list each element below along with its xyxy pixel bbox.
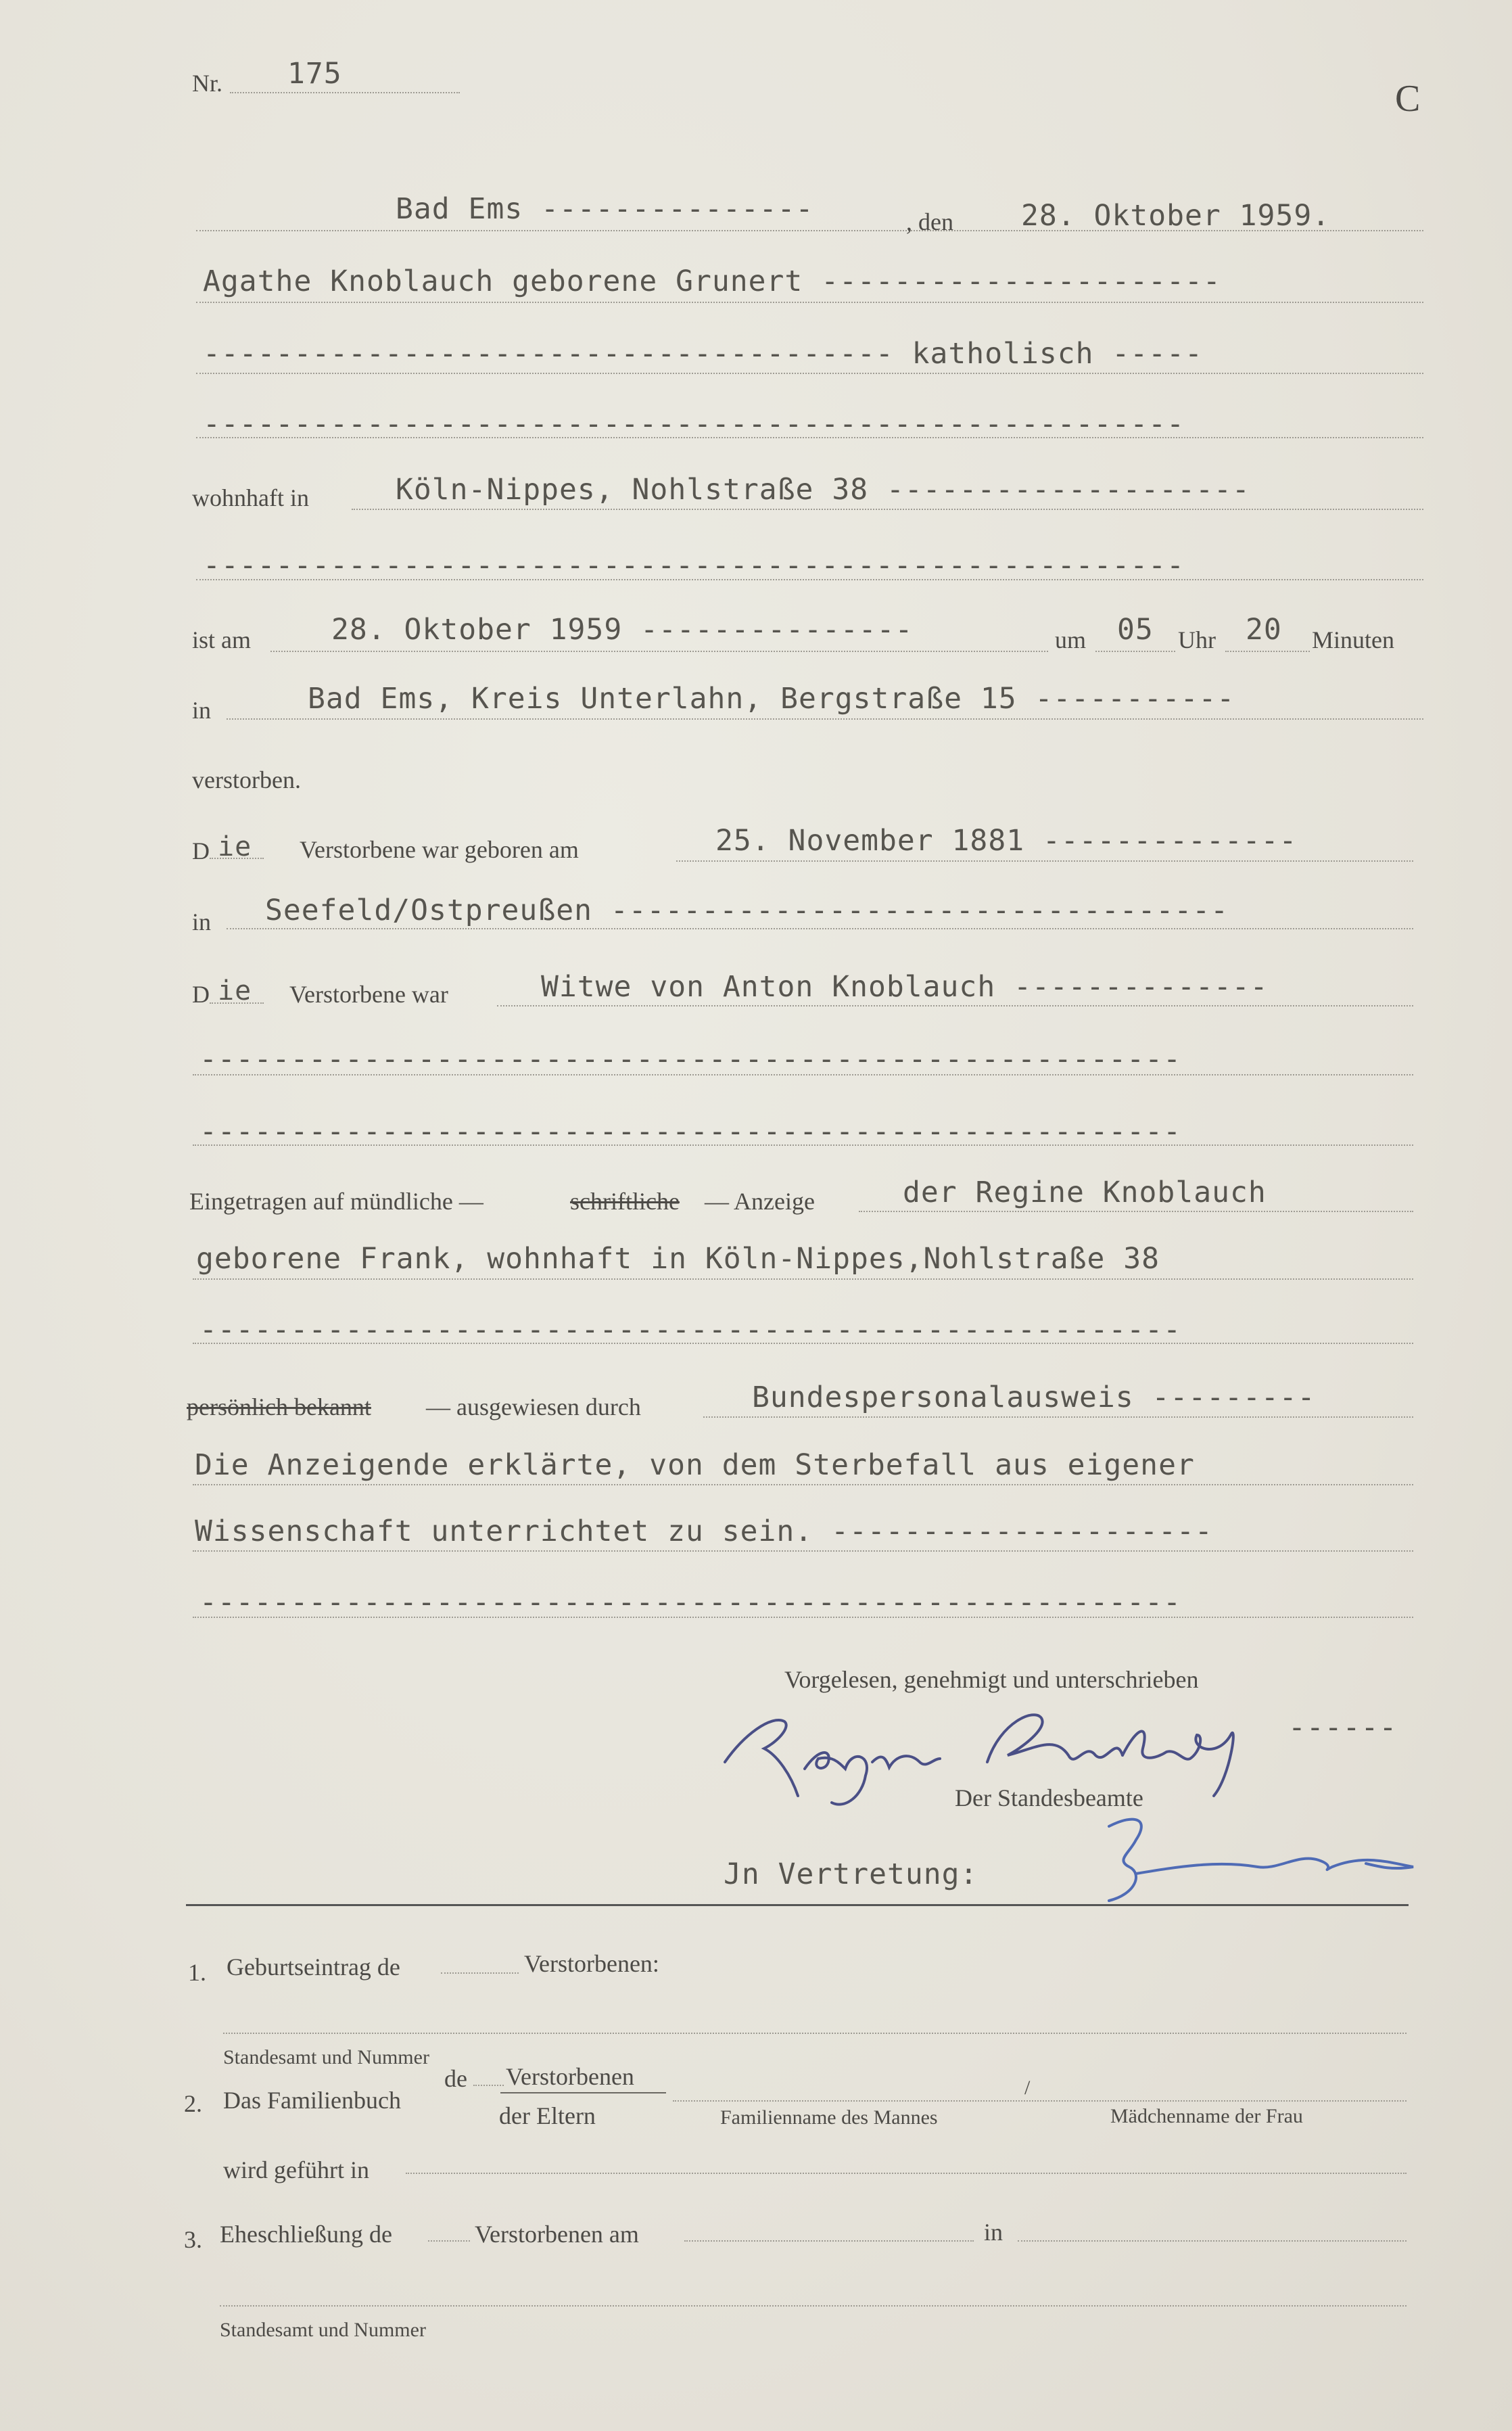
statement-2: Wissenschaft unterrichtet zu sein. --------------------- bbox=[195, 1514, 1213, 1548]
um-label: um bbox=[1055, 626, 1087, 653]
report-blank: ------------------------------------------------------ bbox=[199, 1313, 1181, 1347]
residence-label: wohnhaft in bbox=[192, 484, 309, 511]
signature-dashes: ------ bbox=[1288, 1711, 1398, 1744]
death-in-label: in bbox=[192, 697, 212, 724]
death-date: 28. Oktober 1959 --------------- bbox=[331, 613, 914, 647]
item2-label: Das Familienbuch bbox=[223, 2087, 401, 2114]
item3-deceased-label: Verstorbenen am bbox=[475, 2221, 639, 2248]
item1-label: Geburtseintrag de bbox=[227, 1953, 400, 1981]
item3-label: Eheschließung de bbox=[220, 2221, 392, 2248]
hour-line bbox=[1095, 651, 1175, 652]
statement-line-2 bbox=[193, 1550, 1413, 1552]
item2-number: 2. bbox=[184, 2090, 202, 2117]
nr-label: Nr. bbox=[192, 70, 222, 97]
death-place: Bad Ems, Kreis Unterlahn, Bergstraße 15 ----------- bbox=[308, 682, 1235, 716]
minute-line bbox=[1225, 651, 1310, 652]
statement-1: Die Anzeigende erklärte, von dem Sterbefall aus eigener bbox=[195, 1448, 1195, 1482]
birth-place-line bbox=[227, 928, 1413, 929]
marital-d-prefix: D bbox=[192, 981, 210, 1008]
marital-status: Witwe von Anton Knoblauch -------------- bbox=[541, 970, 1269, 1004]
nr-line bbox=[230, 92, 460, 93]
item3-date-line bbox=[684, 2240, 974, 2242]
marital-article-suffix: ie bbox=[218, 975, 252, 1006]
page-letter: C bbox=[1395, 78, 1421, 120]
item2-entry-line bbox=[673, 2100, 1407, 2102]
substitute-label: Jn Vertretung: bbox=[724, 1857, 978, 1891]
wife-maiden-name-label: Mädchenname der Frau bbox=[1110, 2105, 1303, 2127]
informant-details: geborene Frank, wohnhaft in Köln-Nippes,Nohlstraße 38 bbox=[196, 1242, 1160, 1276]
registrar-signature bbox=[1095, 1799, 1420, 1907]
item3-article-line bbox=[428, 2240, 470, 2242]
birth-date: 25. November 1881 -------------- bbox=[715, 824, 1298, 858]
birth-article-suffix: ie bbox=[218, 831, 252, 862]
item1-entry-line bbox=[223, 2033, 1407, 2034]
report-label-b: — Anzeige bbox=[705, 1188, 815, 1215]
husband-surname-label: Familienname des Mannes bbox=[720, 2106, 938, 2129]
read-approved-label: Vorgelesen, genehmigt und unterschrieben bbox=[784, 1666, 1199, 1693]
birth-in-label: in bbox=[192, 908, 212, 935]
item2-article-line bbox=[473, 2085, 504, 2086]
den-label: , den bbox=[906, 208, 953, 235]
deceased-name: Agathe Knoblauch geborene Grunert ---------------------- bbox=[203, 264, 1221, 298]
registration-place: Bad Ems --------------- bbox=[396, 192, 814, 226]
marital-blank-1: ------------------------------------------------------ bbox=[199, 1042, 1181, 1076]
residence-line bbox=[352, 509, 1423, 510]
birth-date-line bbox=[676, 860, 1413, 862]
birth-label: Verstorbene war geboren am bbox=[300, 836, 579, 863]
section-divider bbox=[186, 1904, 1409, 1906]
marital-blank-2: ------------------------------------------------------ bbox=[199, 1115, 1181, 1149]
identity-struck-label: persönlich bekannt bbox=[187, 1393, 371, 1420]
report-line-2 bbox=[193, 1278, 1413, 1280]
death-date-line bbox=[270, 651, 1048, 652]
item2-slash: / bbox=[1024, 2077, 1031, 2099]
item3-number: 3. bbox=[184, 2226, 202, 2253]
item2-option-rule bbox=[500, 2092, 666, 2093]
report-label-a: Eingetragen auf mündliche — bbox=[189, 1188, 483, 1215]
death-minute: 20 bbox=[1246, 613, 1282, 647]
birth-place: Seefeld/Ostpreußen ---------------------------------- bbox=[265, 894, 1229, 927]
blank-dashes-1: ------------------------------------------------------ bbox=[203, 407, 1185, 441]
statement-line-1 bbox=[193, 1484, 1413, 1485]
statement-blank: ------------------------------------------------------ bbox=[199, 1585, 1181, 1619]
register-number: 175 bbox=[287, 57, 342, 91]
item2-de: de bbox=[444, 2065, 467, 2092]
identity-document: Bundespersonalausweis --------- bbox=[752, 1381, 1316, 1414]
item1-suffix: Verstorbenen: bbox=[524, 1950, 659, 1977]
kept-in-line bbox=[406, 2173, 1407, 2174]
death-place-line bbox=[227, 718, 1423, 720]
report-label-struck: schriftliche bbox=[570, 1188, 680, 1215]
item1-number: 1. bbox=[188, 1959, 206, 1986]
item3-in-label: in bbox=[984, 2219, 1003, 2246]
identity-label: — ausgewiesen durch bbox=[426, 1393, 641, 1420]
marital-label: Verstorbene war bbox=[289, 981, 448, 1008]
minuten-label: Minuten bbox=[1312, 626, 1394, 653]
identity-line bbox=[703, 1416, 1413, 1418]
registrar-label: Der Standesbeamte bbox=[955, 1784, 1143, 1811]
item1-standesamt-label: Standesamt und Nummer bbox=[223, 2046, 429, 2068]
informant-name: der Regine Knoblauch bbox=[903, 1176, 1267, 1209]
religion-line bbox=[196, 373, 1423, 374]
kept-in-label: wird geführt in bbox=[223, 2156, 369, 2183]
uhr-label: Uhr bbox=[1178, 626, 1216, 653]
item3-standesamt-label: Standesamt und Nummer bbox=[220, 2319, 426, 2341]
verstorben-label: verstorben. bbox=[192, 766, 301, 793]
item2-option-parents: der Eltern bbox=[499, 2102, 596, 2129]
item2-option-deceased: Verstorbenen bbox=[506, 2063, 634, 2090]
registration-date: 28. Oktober 1959. bbox=[1021, 199, 1331, 233]
item3-place-line bbox=[1018, 2240, 1407, 2242]
item1-article-line bbox=[441, 1972, 519, 1974]
residence-value: Köln-Nippes, Nohlstraße 38 -------------------- bbox=[396, 473, 1250, 507]
marital-line bbox=[497, 1005, 1413, 1006]
birth-d-prefix: D bbox=[192, 837, 210, 864]
blank-dashes-2: ------------------------------------------------------ bbox=[203, 549, 1185, 582]
item3-entry-line bbox=[220, 2305, 1407, 2307]
name-line bbox=[196, 302, 1423, 303]
death-hour: 05 bbox=[1117, 613, 1154, 647]
deceased-religion: -------------------------------------- katholisch ----- bbox=[203, 337, 1203, 371]
report-line-1 bbox=[859, 1211, 1413, 1212]
ist-am-label: ist am bbox=[192, 626, 251, 653]
